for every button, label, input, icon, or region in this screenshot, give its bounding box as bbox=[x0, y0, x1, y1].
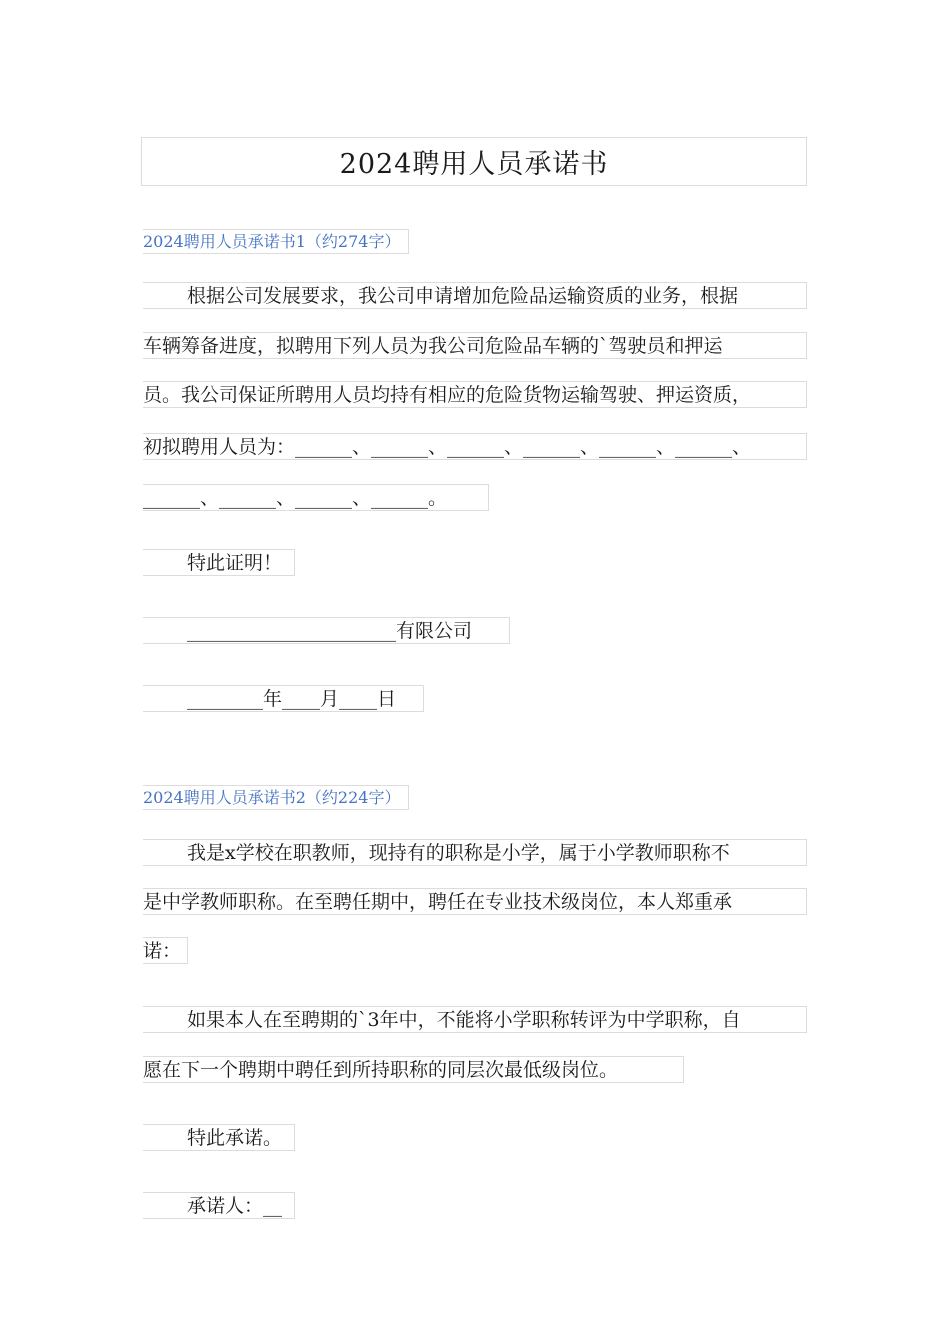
section-1-date-line: ________年____月____日 bbox=[143, 685, 424, 712]
section-1-heading: 2024聘用人员承诺书1（约274字） bbox=[143, 229, 409, 254]
section-2-line-2: 是中学教师职称。在至聘任期中，聘任在专业技术级岗位，本人郑重承 bbox=[143, 888, 807, 915]
section-1-company-line: ______________________有限公司 bbox=[143, 617, 510, 644]
section-2-heading: 2024聘用人员承诺书2（约224字） bbox=[143, 785, 409, 810]
document-title: 2024聘用人员承诺书 bbox=[141, 137, 807, 186]
section-1-line-1: 根据公司发展要求，我公司申请增加危险品运输资质的业务，根据 bbox=[143, 282, 807, 309]
section-1-line-2: 车辆筹备进度，拟聘用下列人员为我公司危险品车辆的`驾驶员和押运 bbox=[143, 332, 807, 359]
section-2-promise: 特此承诺。 bbox=[143, 1124, 295, 1151]
section-1-line-5: ______、______、______、______。 bbox=[143, 484, 489, 511]
section-2-para2-line-1: 如果本人在至聘期的`3年中，不能将小学职称转评为中学职称，自 bbox=[143, 1006, 807, 1033]
section-2-para2-line-2: 愿在下一个聘期中聘任到所持职称的同层次最低级岗位。 bbox=[143, 1056, 684, 1083]
section-2-line-1: 我是x学校在职教师，现持有的职称是小学，属于小学教师职称不 bbox=[143, 839, 807, 866]
section-2-line-3: 诺： bbox=[143, 937, 188, 964]
section-1-line-3: 员。我公司保证所聘用人员均持有相应的危险货物运输驾驶、押运资质， bbox=[143, 381, 807, 408]
section-2-signer-line: 承诺人：__ bbox=[143, 1192, 295, 1219]
section-1-line-4: 初拟聘用人员为：______、______、______、______、______、______、 bbox=[143, 433, 807, 460]
section-1-proof: 特此证明！ bbox=[143, 549, 295, 576]
